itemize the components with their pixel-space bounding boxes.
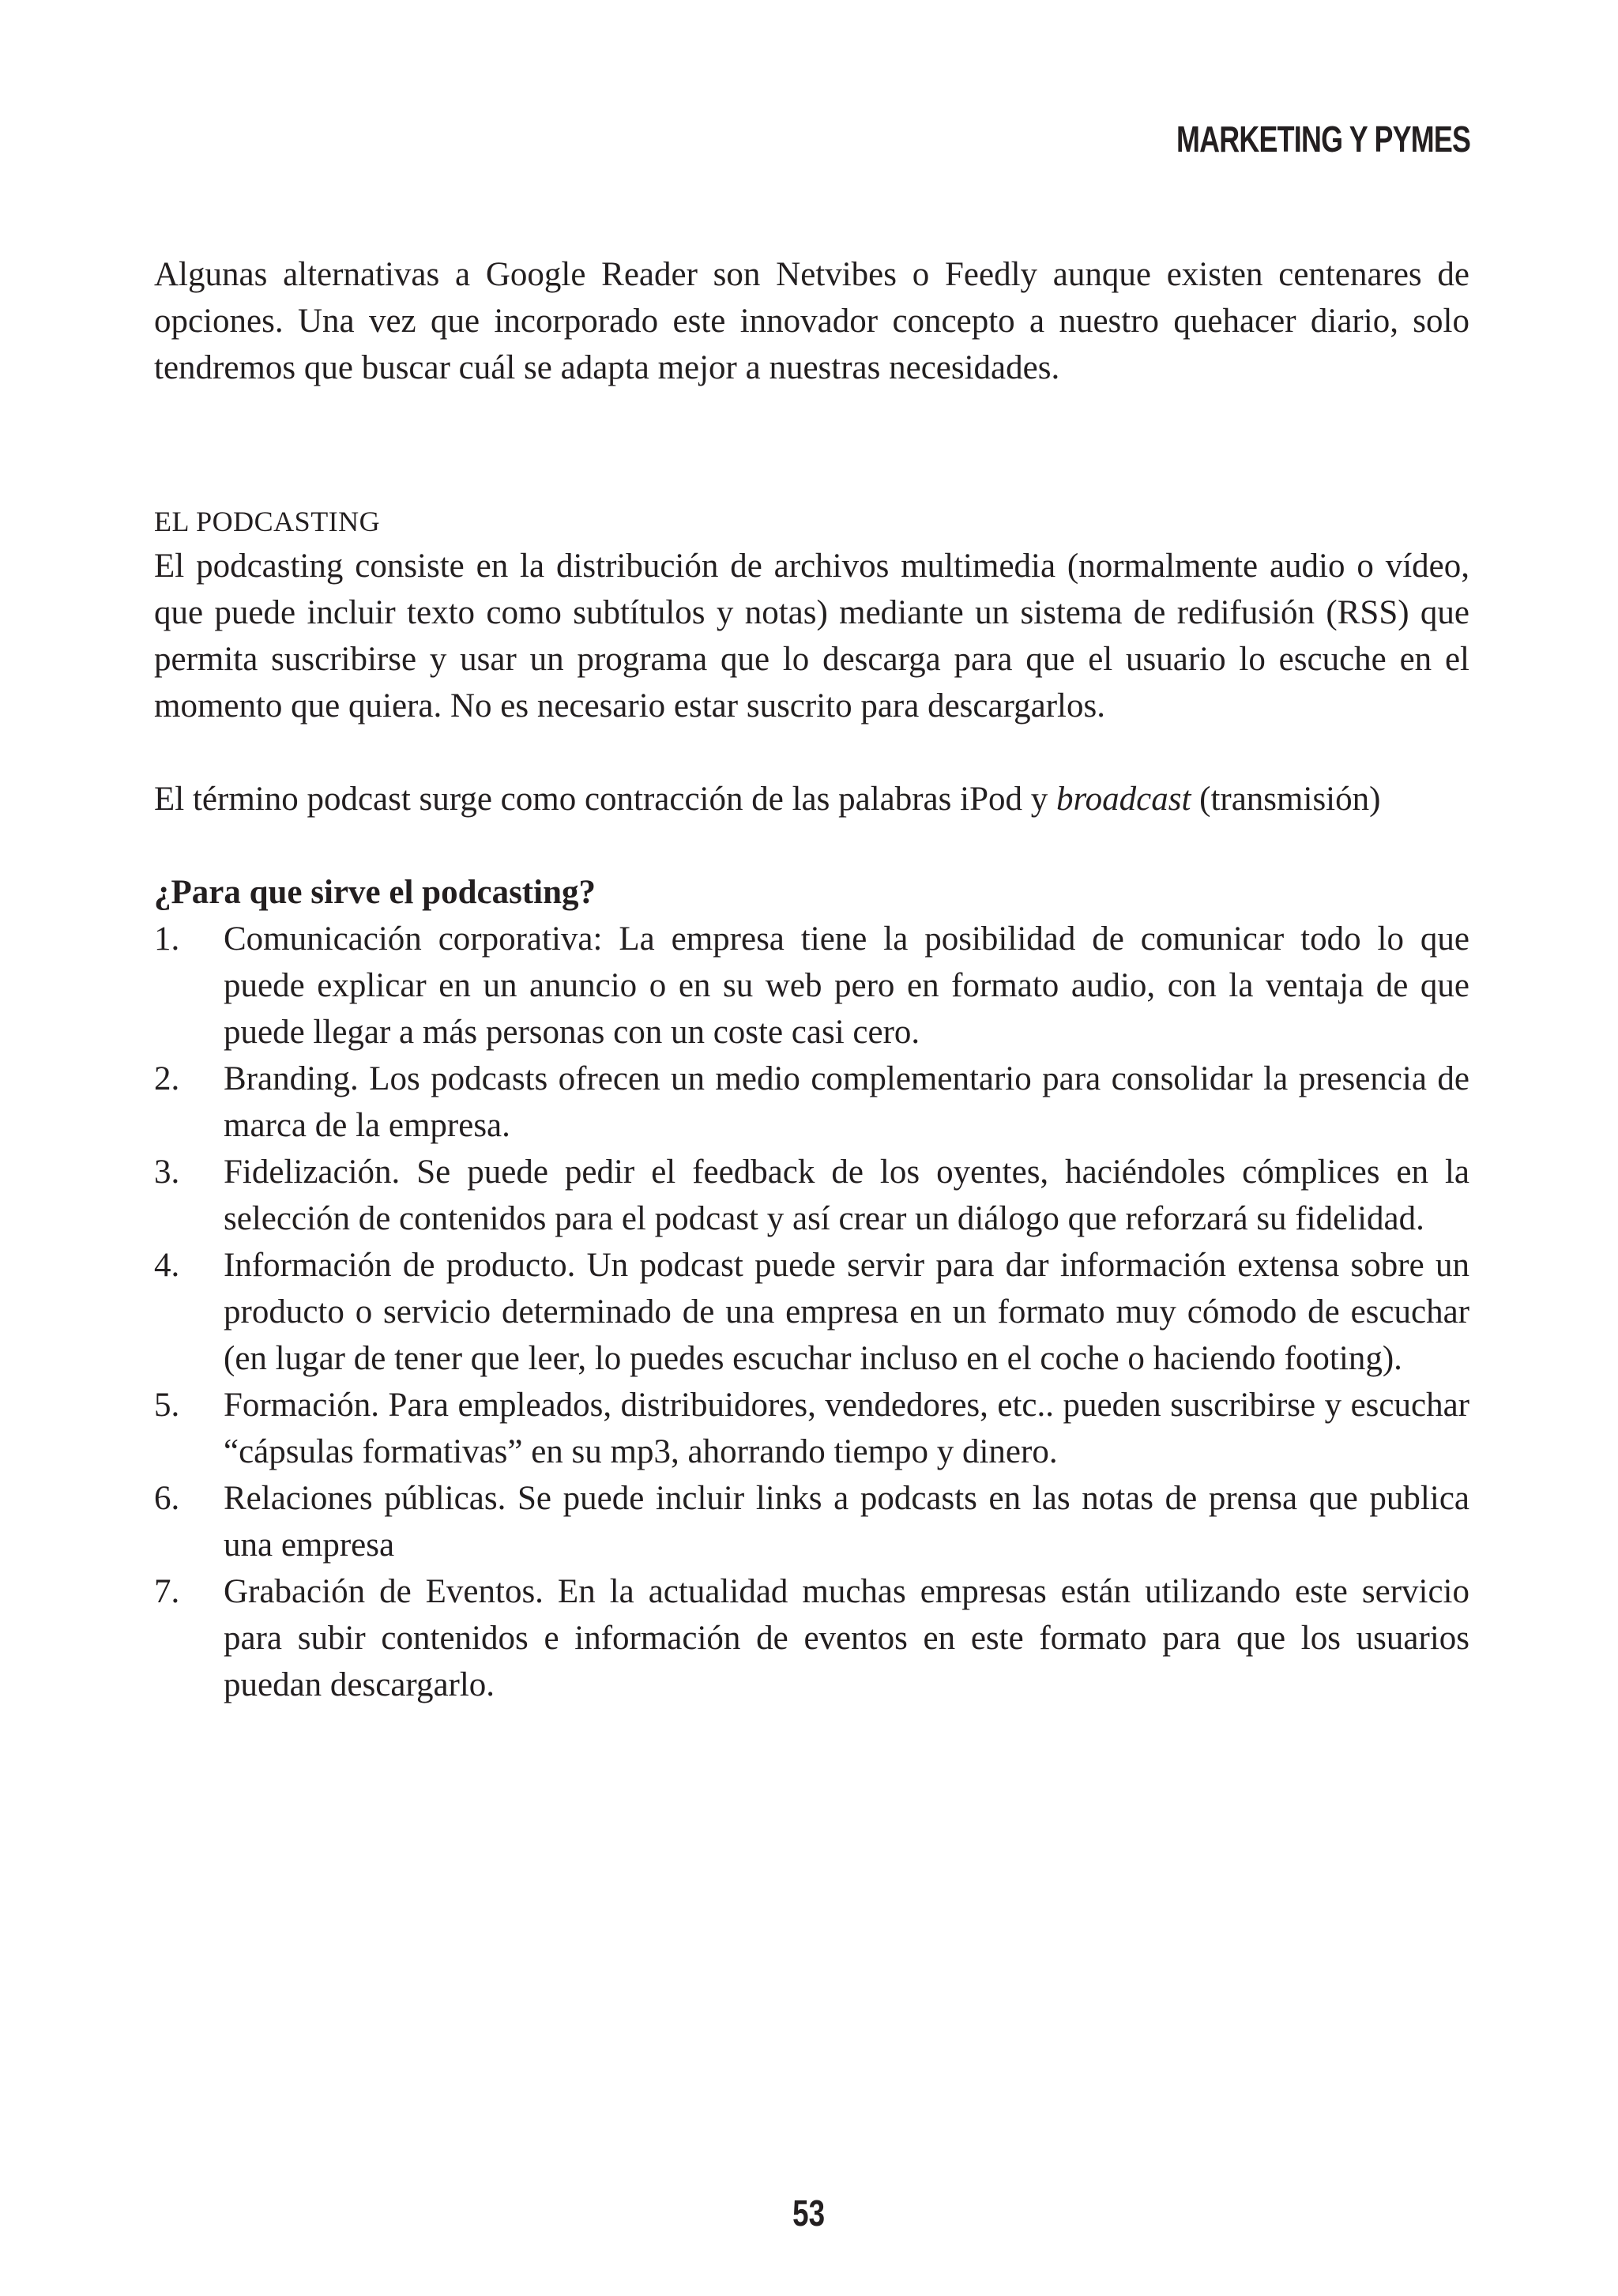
page-number-text: 53 [792,2192,826,2234]
list-item [154,1149,1469,1242]
podcast-term-italic-word: broadcast [1055,781,1191,818]
list-item-text: Comunicación corporativa: La empresa tiene la posibilidad de comunicar todo lo que puede explicar en un anuncio o en su web pero en formato audio, con la ventaja de que puede llegar a más personas con un coste casi cero. [224,920,1469,1051]
podcast-term-text-end: (transmisión) [1191,781,1381,818]
list-item [154,1475,1469,1568]
running-header-title: MARKETING Y PYMES [1176,119,1470,160]
list-item-number: 2. [154,1060,180,1097]
list-item-text: Formación. Para empleados, distribuidores, vendedores, etc.. pueden suscribirse y escuchar “cápsulas formativas” en su mp3, ahorrando tiempo y dinero. [224,1387,1469,1470]
list-item-text: Branding. Los podcasts ofrecen un medio complementario para consolidar la presencia de marca de la empresa. [224,1060,1469,1144]
intro-paragraph: Algunas alternativas a Google Reader son Netvibes o Feedly aunque existen centenares de opciones. Una vez que incorporado este innovador concepto a nuestro quehacer diario, solo tendremos que buscar cuál se adapta mejor a nuestras necesidades. [154,256,1469,386]
podcast-term-paragraph [154,776,1469,822]
list-item [154,916,1469,1056]
list-item [154,1382,1469,1475]
podcast-term-text-start: El término podcast surge como contracción de las palabras iPod y [154,781,1056,818]
list-item-text: Información de producto. Un podcast puede servir para dar información extensa sobre un producto o servicio determinado de una empresa en un formato muy cómodo de escuchar (en lugar de tener que leer, lo puedes escuchar incluso en el coche o haciendo footing). [224,1247,1469,1377]
list-item-text: Relaciones públicas. Se puede incluir links a podcasts en las notas de prensa que publica una empresa [224,1480,1469,1564]
benefits-question-heading: ¿Para que sirve el podcasting? [154,874,596,911]
page-number [0,2191,1618,2235]
list-item [154,1242,1469,1382]
benefits-list [154,916,1469,1708]
page-body [154,251,1469,1708]
list-item-number: 3. [154,1154,180,1191]
list-item-text: Fidelización. Se puede pedir el feedback de los oyentes, haciéndoles cómplices en la selección de contenidos para el podcast y así crear un diálogo que reforzará su fidelidad. [224,1154,1469,1237]
list-item [154,1056,1469,1149]
list-item-number: 1. [154,920,180,958]
list-item-text: Grabación de Eventos. En la actualidad muchas empresas están utilizando este servicio para subir contenidos e información de eventos en este formato para que los usuarios puedan descargarlo. [224,1573,1469,1703]
list-item-number: 7. [154,1573,180,1610]
list-item-number: 6. [154,1480,180,1517]
list-item [154,1568,1469,1708]
podcasting-definition-paragraph: El podcasting consiste en la distribución de archivos multimedia (normalmente audio o vídeo, que puede incluir texto como subtítulos y notas) mediante un sistema de redifusión (RSS) que permita suscribirse y usar un programa que lo descarga para que el usuario lo escuche en el momento que quiera. No es necesario estar suscrito para descargarlos. [154,548,1469,725]
list-item-number: 4. [154,1247,180,1284]
section-heading: EL PODCASTING [154,506,381,537]
list-item-number: 5. [154,1387,180,1424]
